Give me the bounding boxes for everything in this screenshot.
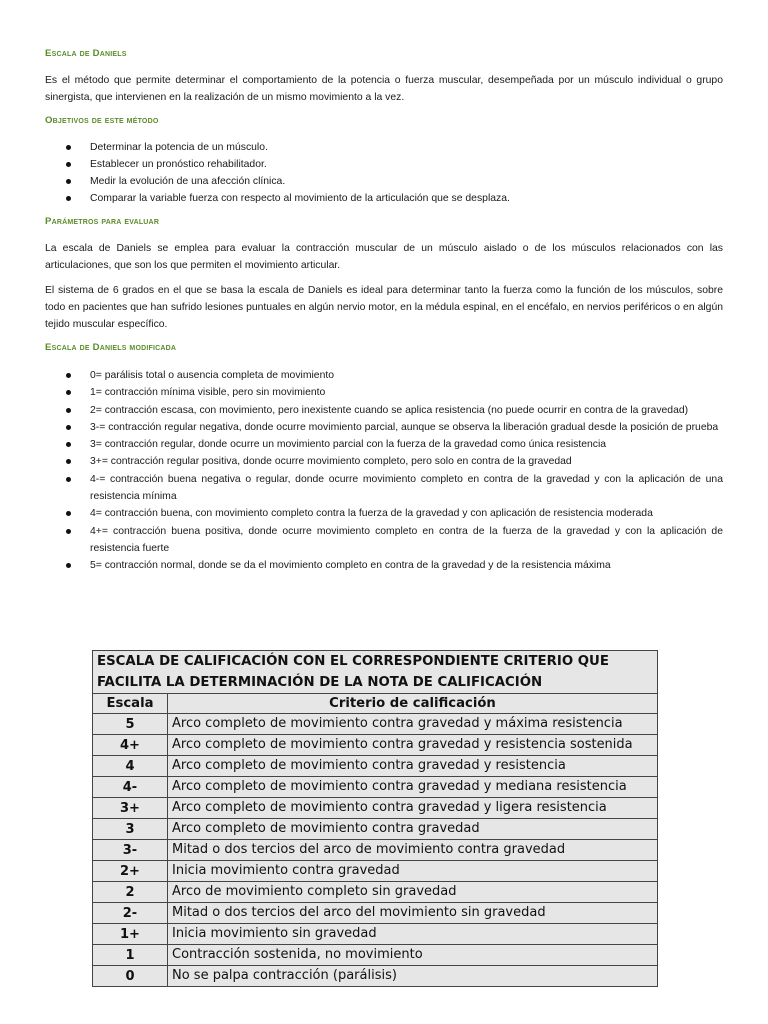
scale-cell: 2- [93,903,168,924]
heading-escala-modificada: Escala de Daniels modificada [45,342,177,353]
table-row [93,819,658,840]
table-row [93,861,658,882]
scale-cell: 3+ [93,798,168,819]
list-item: 2= contracción escasa, con movimiento, pero inexistente cuando se aplica resistencia (no puede ocurrir en contra de la gravedad) [45,402,723,419]
table-caption: ESCALA DE CALIFICACIÓN CON EL CORRESPONDIENTE CRITERIO QUE FACILITA LA DETERMINACIÓN DE LA NOTA DE CALIFICACIÓN [93,651,658,694]
scale-cell: 4 [93,756,168,777]
table-row [93,840,658,861]
list-item: 1= contracción mínima visible, pero sin movimiento [45,384,723,401]
list-item: 3-= contracción regular negativa, donde ocurre movimiento parcial, aunque se observa la liberación gradual desde la posición de prueba [45,419,723,436]
criterion-cell: Arco de movimiento completo sin gravedad [168,882,658,903]
criterion-cell: Arco completo de movimiento contra gravedad [168,819,658,840]
table-row [93,777,658,798]
list-item: Determinar la potencia de un músculo. [45,139,723,156]
criterion-cell: Arco completo de movimiento contra gravedad y resistencia sostenida [168,735,658,756]
table-row [93,798,658,819]
list-item: 4+= contracción buena positiva, donde ocurre movimiento completo en contra de la fuerza de la gravedad y con la aplicación de resistencia fuerte [45,523,723,558]
list-item: 3= contracción regular, donde ocurre un movimiento parcial con la fuerza de la gravedad como única resistencia [45,436,723,453]
table-row [93,714,658,735]
list-item: 5= contracción normal, donde se da el movimiento completo en contra de la gravedad y de la resistencia máxima [45,557,723,574]
heading-escala-de-daniels: Escala de Daniels [45,48,127,59]
list-item: 4= contracción buena, con movimiento completo contra la fuerza de la gravedad y con aplicación de resistencia moderada [45,505,723,522]
column-header-scale: Escala [93,694,168,714]
parametros-paragraph-2: El sistema de 6 grados en el que se basa la escala de Daniels es ideal para determinar tanto la fuerza como la función de los músculos, sobre todo en pacientes que han sufrido lesiones puntuales en algún nervio motor, en la médula espinal, en el encéfalo, en nervios periféricos o en algún tejido muscular específico. [45,285,723,330]
scale-cell: 1+ [93,924,168,945]
heading-parametros: Parámetros para evaluar [45,216,160,227]
table-row [93,945,658,966]
criterion-cell: Arco completo de movimiento contra gravedad y máxima resistencia [168,714,658,735]
list-item: 3+= contracción regular positiva, donde ocurre movimiento completo, pero solo en contra de la gravedad [45,453,723,470]
column-header-criterion: Criterio de calificación [168,694,658,714]
list-item: 4-= contracción buena negativa o regular, donde ocurre movimiento completo en contra de la gravedad y con la aplicación de una resistencia mínima [45,471,723,506]
modified-scale-list [45,367,723,575]
list-item: Establecer un pronóstico rehabilitador. [45,156,723,173]
parametros-paragraph-1: La escala de Daniels se emplea para evaluar la contracción muscular de un músculo aislado o de los músculos relacionados con las articulaciones, que son los que permiten el movimiento articular. [45,243,723,271]
list-item: Comparar la variable fuerza con respecto al movimiento de la articulación que se desplaza. [45,190,723,207]
table-row [93,756,658,777]
scale-cell: 0 [93,966,168,987]
criterion-cell: No se palpa contracción (parálisis) [168,966,658,987]
heading-objetivos: Objetivos de este método [45,115,159,126]
grading-table [92,650,658,987]
scale-cell: 2 [93,882,168,903]
criterion-cell: Arco completo de movimiento contra gravedad y mediana resistencia [168,777,658,798]
criterion-cell: Mitad o dos tercios del arco del movimiento sin gravedad [168,903,658,924]
document-page [45,42,723,575]
criterion-cell: Arco completo de movimiento contra gravedad y ligera resistencia [168,798,658,819]
intro-paragraph: Es el método que permite determinar el comportamiento de la potencia o fuerza muscular, desempeñada por un músculo individual o grupo sinergista, que intervienen en la realización de un mismo movimiento a la vez. [45,75,723,103]
criterion-cell: Mitad o dos tercios del arco de movimiento contra gravedad [168,840,658,861]
scale-cell: 2+ [93,861,168,882]
list-item: 0= parálisis total o ausencia completa de movimiento [45,367,723,384]
criterion-cell: Contracción sostenida, no movimiento [168,945,658,966]
scale-cell: 5 [93,714,168,735]
criterion-cell: Arco completo de movimiento contra gravedad y resistencia [168,756,658,777]
scale-cell: 3 [93,819,168,840]
scale-cell: 1 [93,945,168,966]
scale-cell: 4+ [93,735,168,756]
scale-cell: 3- [93,840,168,861]
table-row [93,882,658,903]
table-row [93,966,658,987]
criterion-cell: Inicia movimiento contra gravedad [168,861,658,882]
table-row [93,735,658,756]
criterion-cell: Inicia movimiento sin gravedad [168,924,658,945]
scale-cell: 4- [93,777,168,798]
list-item: Medir la evolución de una afección clínica. [45,173,723,190]
table-row [93,924,658,945]
objectives-list [45,139,723,207]
table-row [93,903,658,924]
